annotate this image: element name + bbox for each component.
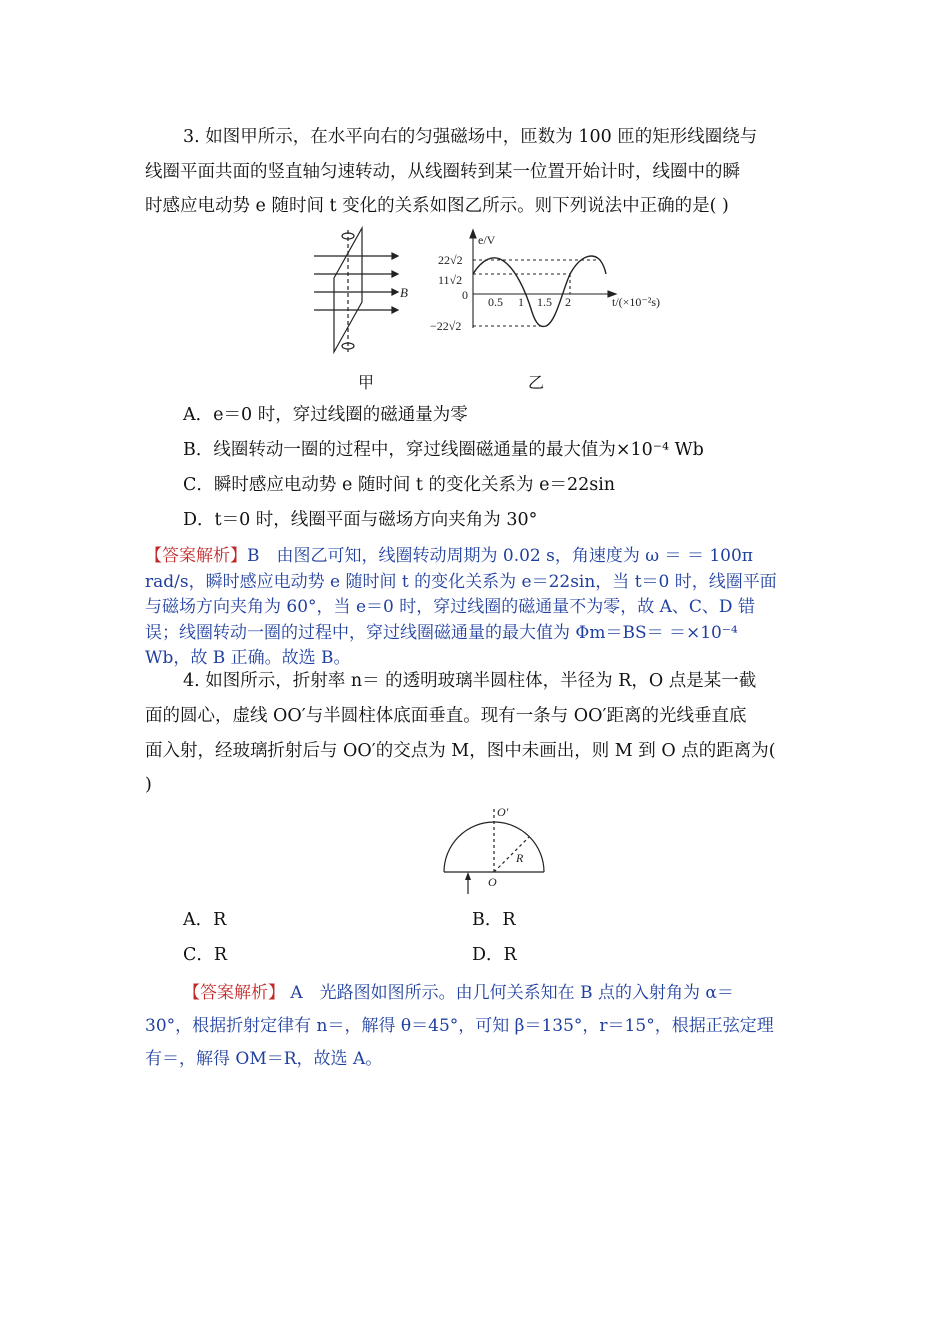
q3-figure	[300, 222, 700, 402]
q3-answer-line-1	[145, 543, 753, 569]
q3-answer-text-1: B 由图乙可知，线圈转动周期为 0.02 s，角速度为 ω ＝ ＝ 100π	[247, 546, 753, 566]
label-r: R	[516, 851, 524, 865]
label-o: O	[488, 875, 497, 889]
x-tick-2: 2	[565, 295, 571, 309]
q4-stem-line-3: 面入射，经玻璃折射后与 OO′的交点为 M，图中未画出，则 M 到 O 点的距离为(	[145, 741, 776, 761]
q4-answer-line-2: 30°，根据折射定律有 n＝，解得 θ＝45°，可知 β＝135°，r＝15°，根据正弦定理	[145, 1016, 774, 1036]
caption-yi: 乙	[528, 375, 545, 392]
x-tick-0-5: 0.5	[488, 295, 503, 309]
q4-answer-text-1: A 光路图如图所示。由几何关系知在 B 点的入射角为 α＝	[290, 983, 734, 1003]
y-tick-half: 11√2	[438, 273, 463, 287]
caption-jia: 甲	[358, 375, 375, 392]
q3-answer-tag: 【答案解析】	[145, 546, 247, 566]
radius-line	[494, 837, 529, 872]
x-tick-1-5: 1.5	[537, 295, 552, 309]
q4-stem-line-4: )	[145, 775, 152, 795]
q4-option-c: C．R	[183, 945, 228, 965]
y-tick-max: 22√2	[438, 253, 463, 267]
q4-stem-line-1: 4. 如图所示，折射率 n＝ 的透明玻璃半圆柱体，半径为 R，O 点是某一截	[183, 671, 757, 691]
q4-option-b: B．R	[472, 910, 516, 930]
q3-answer-line-2: rad/s，瞬时感应电动势 e 随时间 t 的变化关系为 e＝22sin，当 t＝0 时，线圈平面	[145, 572, 777, 592]
q3-option-b: B．线圈转动一圈的过程中，穿过线圈磁通量的最大值为×10⁻⁴ Wb	[183, 440, 704, 460]
q4-answer-line-1	[183, 978, 734, 1008]
q3-answer-line-5: Wb，故 B 正确。故选 B。	[145, 648, 351, 668]
coil-diagram	[314, 228, 398, 352]
q3-option-a: A．e＝0 时，穿过线圈的磁通量为零	[183, 405, 468, 425]
b-field-label: B	[400, 285, 408, 300]
q3-stem-line-2: 线圈平面共面的竖直轴匀速转动，从线圈转到某一位置开始计时，线圈中的瞬	[145, 162, 740, 182]
y-tick-min: −22√2	[430, 319, 462, 333]
x-tick-1: 1	[518, 295, 524, 309]
emf-sine-curve	[473, 256, 606, 326]
q3-answer-line-3: 与磁场方向夹角为 60°，当 e＝0 时，穿过线圈的磁通量不为零，故 A、C、D 错	[145, 597, 755, 617]
q4-answer-tag: 【答案解析】	[183, 983, 285, 1003]
q4-option-d: D．R	[472, 945, 517, 965]
q3-stem-line-1: 3. 如图甲所示，在水平向右的匀强磁场中，匝数为 100 匝的矩形线圈绕与	[183, 127, 758, 147]
label-o-prime: O′	[497, 805, 509, 819]
y-axis-label: e/V	[478, 233, 496, 247]
incident-ray-arrow	[465, 872, 471, 880]
q3-option-d: D．t＝0 时，线圈平面与磁场方向夹角为 30°	[183, 510, 538, 530]
y-tick-zero: 0	[462, 288, 468, 302]
q4-option-a: A．R	[183, 910, 227, 930]
q3-option-c: C．瞬时感应电动势 e 随时间 t 的变化关系为 e＝22sin	[183, 475, 616, 495]
q3-stem-line-3: 时感应电动势 e 随时间 t 变化的关系如图乙所示。则下列说法中正确的是( )	[145, 196, 729, 216]
q4-stem-line-2: 面的圆心，虚线 OO′与半圆柱体底面垂直。现有一条与 OO′距离的光线垂直底	[145, 706, 747, 726]
q3-answer-line-4: 误；线圈转动一圈的过程中，穿过线圈磁通量的最大值为 Φm＝BS＝ ＝×10⁻⁴	[145, 623, 738, 643]
q4-figure	[436, 802, 556, 898]
q4-answer-line-3: 有＝，解得 OM＝R，故选 A。	[145, 1049, 383, 1069]
x-axis-label: t/(×10⁻²s)	[612, 295, 661, 309]
